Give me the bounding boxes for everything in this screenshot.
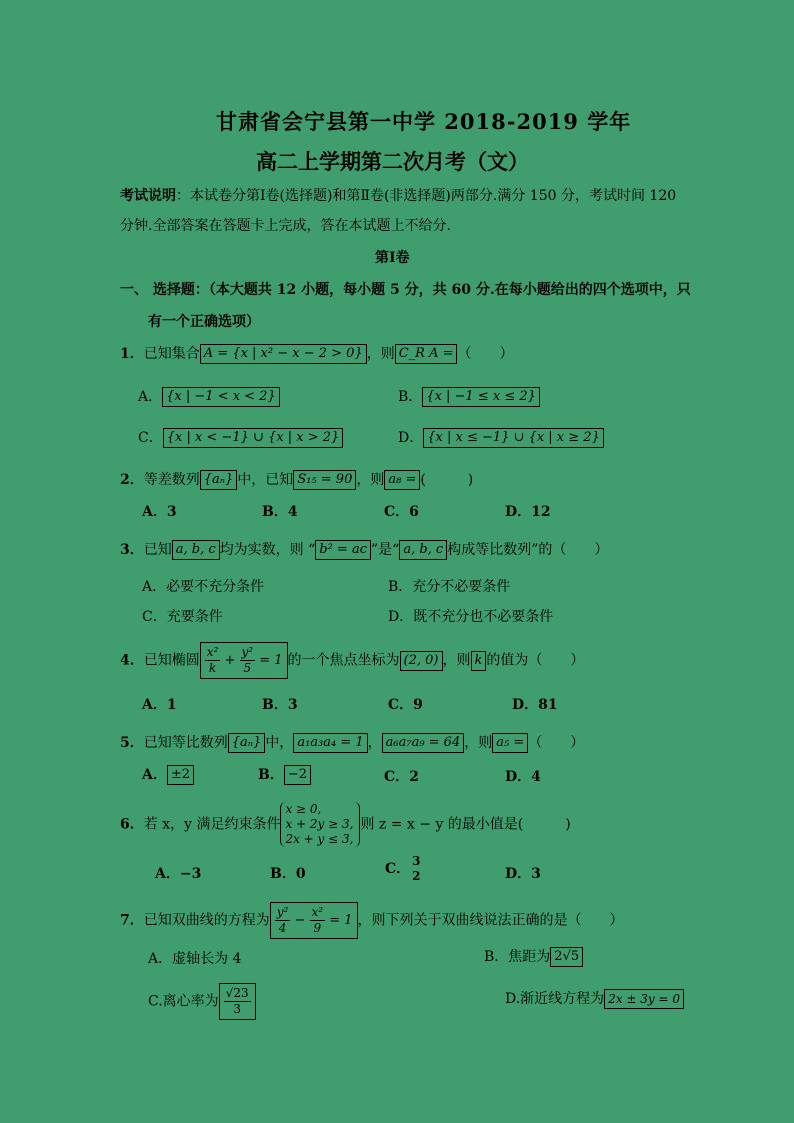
fraction <box>224 986 251 1017</box>
denominator: 3 <box>233 1002 241 1016</box>
question-3 <box>120 540 608 560</box>
fraction <box>205 645 221 676</box>
q1-complement-formula: C_R A = <box>395 344 458 364</box>
option-label: B．焦距为 <box>484 949 551 965</box>
numerator: x² <box>311 905 324 919</box>
question-4 <box>120 642 584 679</box>
option-label: B． <box>398 389 423 405</box>
q4-option-a: A．1 <box>142 697 177 713</box>
instructions-text-1: ：本试卷分第Ⅰ卷(选择题)和第Ⅱ卷(非选择题)两部分.满分 150 分，考试时间 120 <box>176 188 677 204</box>
q5-comma: ， <box>367 735 382 751</box>
q7-option-b-formula: 2√5 <box>550 947 583 967</box>
denominator: 2 <box>412 869 421 883</box>
constraint: x ≥ 0, <box>285 802 322 816</box>
option-label: C.离心率为 <box>148 993 219 1010</box>
q4-pre: 已知椭圆 <box>143 652 200 669</box>
option-label: B． <box>258 767 284 783</box>
question-6 <box>120 802 571 847</box>
instructions-line1 <box>120 186 676 206</box>
question-5 <box>120 733 584 753</box>
q6-option-a: A．−3 <box>155 866 202 882</box>
q1-set-formula: A = {x | x² − x − 2 > 0} <box>200 344 367 364</box>
fraction <box>310 905 326 936</box>
page-title: 甘肃省会宁县第一中学 2018-2019 学年 <box>216 109 632 134</box>
q4-end: 的值为（ ） <box>486 652 585 669</box>
q2-cond-formula: S₁₅ = 90 <box>293 470 356 490</box>
question-number: 7． <box>120 912 144 929</box>
q6-constraint-system <box>280 802 360 847</box>
instructions-label: 考试说明 <box>120 188 176 204</box>
denominator: 5 <box>243 661 252 675</box>
option-label: A． <box>138 389 163 405</box>
q2-mid: 中，已知 <box>237 472 294 488</box>
numerator: √23 <box>225 986 249 1000</box>
volume-label: 第Ⅰ卷 <box>375 250 410 266</box>
q2-pre: 等差数列 <box>143 472 200 488</box>
q2-end: ( ) <box>420 472 474 488</box>
question-7 <box>120 902 624 939</box>
q5-option-b-formula: −2 <box>284 765 311 785</box>
q3-option-c: C．充要条件 <box>142 609 223 625</box>
q3-cond-formula: b² = ac <box>315 540 371 560</box>
q7-option-d <box>505 989 684 1009</box>
question-1 <box>120 344 513 364</box>
numerator: y² <box>241 645 254 659</box>
q5-cond1-formula: a₁a₃a₄ = 1 <box>293 733 367 753</box>
numerator: y² <box>276 905 289 919</box>
instructions-line2: 分钟.全部答案在答题卡上完成，答在本试题上不给分. <box>120 218 451 234</box>
q4-ellipse-formula <box>200 642 288 679</box>
q7-option-b <box>484 947 583 967</box>
operator: − <box>294 913 306 928</box>
section-heading-line2: 有一个正确选项） <box>148 314 260 330</box>
option-label: D.渐近线方程为 <box>505 991 605 1007</box>
q5-mid: 中， <box>265 735 294 751</box>
q1-option-b-formula: {x | −1 ≤ x ≤ 2} <box>422 387 540 407</box>
q1-option-c-formula: {x | x < −1} ∪ {x | x > 2} <box>163 428 344 448</box>
q1-end: （ ） <box>457 346 514 362</box>
q5-option-a <box>142 765 194 785</box>
q3-vars2-formula: a, b, c <box>399 540 447 560</box>
q4-option-d: D．81 <box>512 697 558 713</box>
q1-option-b <box>398 387 540 407</box>
q1-mid: ，则 <box>366 346 395 362</box>
fraction <box>410 854 422 884</box>
q5-pre: 已知等比数列 <box>143 735 228 751</box>
denominator: 9 <box>313 921 322 935</box>
constraint: x + 2y ≥ 3, <box>285 817 354 831</box>
question-2 <box>120 470 473 490</box>
q2-mid2: ，则 <box>356 472 385 488</box>
q1-option-a-formula: {x | −1 < x < 2} <box>162 387 280 407</box>
q6-end: 则 z = x − y 的最小值是( ) <box>360 816 571 833</box>
question-number: 2． <box>120 472 144 488</box>
q4-option-b: B．3 <box>262 697 298 713</box>
q5-seq-formula: {aₙ} <box>228 733 266 753</box>
q5-cond2-formula: a₆a₇a₉ = 64 <box>382 733 465 753</box>
numerator: 3 <box>412 854 421 868</box>
constraint: 2x + y ≤ 3, <box>285 832 354 846</box>
q3-mid2: ”是“ <box>370 542 400 558</box>
q3-option-a: A．必要不充分条件 <box>142 579 265 595</box>
question-number: 6． <box>120 816 144 833</box>
denominator: 4 <box>278 921 287 935</box>
equals-one: = 1 <box>329 913 353 928</box>
q6-option-c <box>385 854 423 884</box>
q4-point-formula: (2, 0) <box>400 651 443 671</box>
option-label: C． <box>385 861 411 877</box>
q1-option-d <box>398 428 604 448</box>
q3-end: 构成等比数列”的（ ） <box>447 542 609 558</box>
equals-one: = 1 <box>259 653 283 668</box>
question-number: 1． <box>120 346 144 362</box>
q3-option-b: B．充分不必要条件 <box>388 579 511 595</box>
q3-vars-formula: a, b, c <box>172 540 220 560</box>
q3-mid: 均为实数，则 “ <box>219 542 316 558</box>
q2-option-a: A．3 <box>142 504 177 520</box>
q1-option-a <box>138 387 280 407</box>
q7-option-c-formula <box>219 983 256 1020</box>
q7-pre: 已知双曲线的方程为 <box>143 912 270 929</box>
q1-option-d-formula: {x | x ≤ −1} ∪ {x | x ≥ 2} <box>423 428 604 448</box>
q6-option-d: D．3 <box>505 866 541 882</box>
q6-option-b: B．0 <box>270 866 306 882</box>
q2-option-b: B．4 <box>262 504 298 520</box>
q2-option-c: C．6 <box>384 504 419 520</box>
q7-option-a: A．虚轴长为 4 <box>148 951 242 967</box>
q2-seq-formula: {aₙ} <box>200 470 238 490</box>
q7-option-d-formula: 2x ± 3y = 0 <box>604 989 684 1009</box>
page-subtitle: 高二上学期第二次月考（文） <box>256 149 529 174</box>
option-label: C． <box>138 430 163 446</box>
q4-option-c: C．9 <box>388 697 423 713</box>
q1-pre: 已知集合 <box>143 346 200 362</box>
q7-option-c <box>148 983 256 1020</box>
q7-end: ，则下列关于双曲线说法正确的是（ ） <box>357 912 624 929</box>
q3-pre: 已知 <box>143 542 172 558</box>
q5-expr-formula: a₅ = <box>492 733 528 753</box>
fraction <box>240 645 256 676</box>
numerator: x² <box>206 645 219 659</box>
q1-option-c <box>138 428 343 448</box>
q4-mid: 的一个焦点坐标为 <box>287 652 400 669</box>
q7-hyperbola-formula <box>270 902 358 939</box>
denominator: k <box>208 661 217 675</box>
q3-option-d: D．既不充分也不必要条件 <box>388 609 554 625</box>
q5-mid2: ，则 <box>464 735 493 751</box>
q5-option-c: C．2 <box>384 769 419 785</box>
q5-option-b <box>258 765 311 785</box>
option-label: D． <box>398 430 424 446</box>
question-number: 5． <box>120 735 144 751</box>
question-number: 4． <box>120 652 144 669</box>
q5-option-d: D．4 <box>505 769 541 785</box>
option-label: A． <box>142 767 167 783</box>
operator: + <box>224 653 236 668</box>
q5-end: （ ） <box>528 735 585 751</box>
q4-var-formula: k <box>471 651 487 671</box>
q2-option-d: D．12 <box>505 504 551 520</box>
q5-option-a-formula: ±2 <box>167 765 194 785</box>
fraction <box>275 905 291 936</box>
q6-pre: 若 x，y 满足约束条件 <box>143 816 281 833</box>
q4-mid2: ，则 <box>442 652 471 669</box>
question-number: 3． <box>120 542 144 558</box>
section-heading-line1: 一、 选择题：（本大题共 12 小题，每小题 5 分，共 60 分.在每小题给出的四个选项中，只 <box>120 282 691 298</box>
q2-expr-formula: a₈ = <box>384 470 420 490</box>
